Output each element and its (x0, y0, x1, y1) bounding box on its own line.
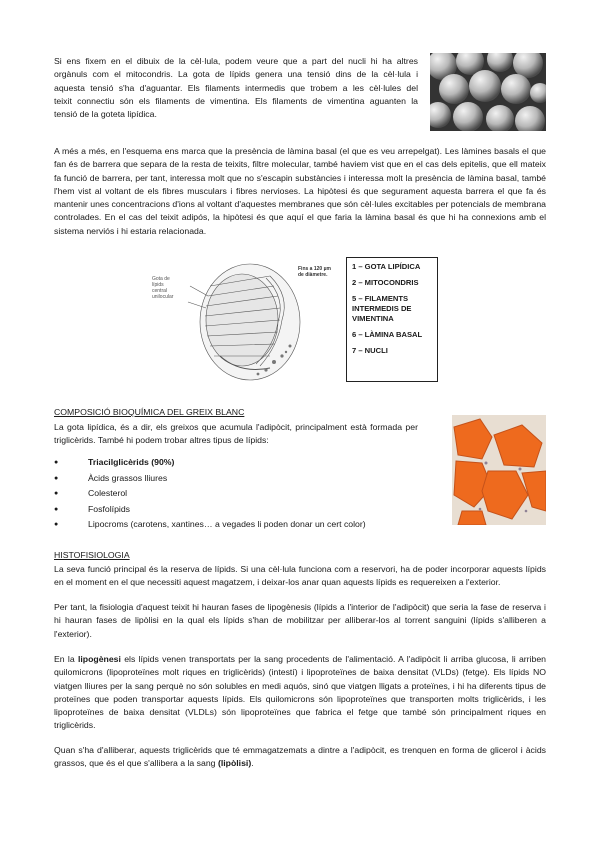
text-span: . (251, 758, 254, 769)
diagram-note-line: de diàmetre. (298, 272, 328, 278)
legend-item: 5 – FILAMENTS INTERMEDIS DE VIMENTINA (352, 294, 412, 323)
list-item: ● Triacilglicèrids (90%) (54, 455, 366, 471)
basal-lamina-paragraph: A més a més, en l'esquema ens marca que la presència de làmina basal (el que es veu arrepelgat). Les làmines basals el que fan és de barrera que separa de la resta de teixits, filtre molecular, també haviem vist que en el cas dels epitelis, que ell mateix fa funció de barrera, per tant, interessa molt que no s'escapin substàncies i interessa molt la presència de làmina basal, també l'hem vist al voltant de els fibres musculars i fibres nervioses. La hipòtesi és que segurament aquesta barrera el que fa és mantenir unes concentracions d'ions al voltant d'aquestes membranes que són cèl·lules excitables per potencials de membrana controlades. En el cas del teixit adipós, la hipòtesi és que aquí el que faria la làmina basal és que hi ha connexions amb el sistema nerviós i hi estaria relacionada. (54, 146, 546, 236)
text-span: els lípids venen transportats per la sang procedents de l'alimentació. A l'adipòcit li arriba glucosa, li arriben quilomicrons (lipoproteïnes molt riques en triglicèrids) (intestí) i lipoproteïnes de baixa densitat (VLDs) (fetge). Els lípids NO viatgen lliures per la sang perquè no són solubles en medi aquós, sinó que viatgen lligats a proteïnes, i hi ha diferents tipus de proteïnes que poden transportar aquests lípids. Els quilomicrons són lipoproteïnes que transporten molts triglicèrids, i les lipoproteïnes de baixa densitat (VLDLs) són lipoproteïnes que fabrica el fetge que també són principalment riques en triglicèrids. (54, 654, 546, 731)
list-item: ● Fosfolípids (54, 502, 366, 518)
diagram-note-line: unilocular (152, 294, 174, 300)
sem-micrograph-image (430, 53, 546, 131)
composition-paragraph: La gota lipídica, és a dir, els greixos que acumula l'adipòcit, principalment està formada per triglicèrids. També hi podem trobar altres tipus de lípids: (54, 422, 418, 446)
diagram-note-line: central (152, 288, 168, 294)
diagram-note-line: lípids (152, 282, 164, 288)
adipocyte-diagram (150, 256, 340, 384)
composition-heading: COMPOSICIÓ BIOQUÍMICA DEL GREIX BLANC (54, 407, 245, 417)
list-item: ● Àcids grassos lliures (54, 471, 366, 487)
lipogenesis-term: lipogènesi (77, 654, 121, 664)
lipid-list (54, 455, 366, 533)
histophysiology-paragraph-2: Per tant, la fisiologia d'aquest teixit hi hauran fases de lipogènesis (lípids a l'interior de l'adipòcit) que seria la fase de reserva i hi hauran fases de lipòlisi en la qual els lípids s'han de mobilitzar per alliberar-los al torrent sanguini (lípids s'alliberen a l'exterior). (54, 602, 546, 639)
histophysiology-heading: HISTOFISIOLOGIA (54, 550, 130, 560)
list-item: ● Lipocroms (carotens, xantines… a vegades li poden donar un cert color) (54, 517, 366, 533)
lipogenesis-paragraph (54, 653, 546, 733)
adipose-histology-image (452, 415, 546, 525)
legend-item: 2 – MITOCONDRIS (352, 278, 419, 287)
intro-line: orgànuls com el mitocondris. La gota de lípids genera una tensió dins de la cèl·lula i (54, 69, 418, 80)
intro-line: aquesta tensió s'ha d'aguantar. Els filaments intermedis que trobem a les cèl·lules del (54, 82, 418, 93)
legend-item: 7 – NUCLI (352, 346, 388, 355)
intro-line: tensió de la goteta lipídica. (54, 109, 157, 120)
list-item: ● Colesterol (54, 486, 366, 502)
diagram-note-line: Gota de (152, 276, 170, 282)
text-span: Quan s'ha d'alliberar, aquests triglicèrids que té emmagatzemats a dintre a l'adipòcit, es trenquen en forma de glicerol i àcids grassos, que és el que s'allibera a la sang (54, 745, 546, 769)
lipolysis-paragraph (54, 744, 546, 771)
text-span: En la (54, 654, 78, 664)
lipolysis-term: (lipòlisi) (217, 758, 252, 769)
diagram-note-line: Fins a 120 µm (298, 266, 331, 272)
diagram-left-note (152, 276, 173, 300)
histophysiology-paragraph-1: La seva funció principal és la reserva de lípids. Si una cèl·lula funciona com a reservori, ha de poder incorporar aquests lípids en el moment en el que necessiti aquest magatzem, i deixar-los anar quan aquests lípids es requereixen a l'exterior. (54, 564, 546, 588)
legend-item: 1 – GOTA LIPÍDICA (352, 262, 421, 271)
diagram-legend (346, 257, 438, 382)
diagram-right-note (298, 266, 331, 278)
intro-line: teixit connectiu són els filaments de vimentina. Els filaments de vimentina aguanten la (54, 95, 418, 106)
intro-line: Si ens fixem en el dibuix de la cèl·lula, podem veure que a part del nucli hi ha altres (54, 56, 418, 66)
legend-item: 6 – LÀMINA BASAL (352, 330, 423, 339)
